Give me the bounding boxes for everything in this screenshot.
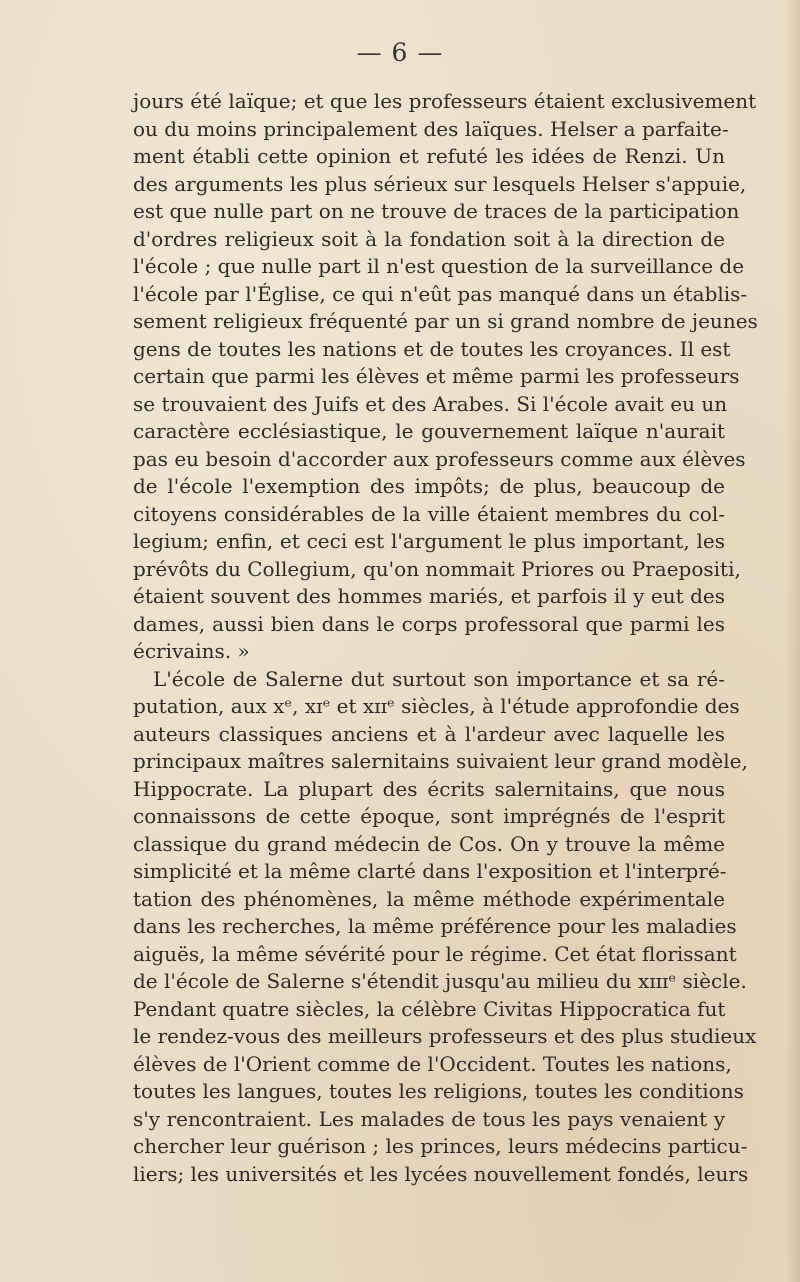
body-text	[133, 88, 758, 1188]
text-line: classique du grand médecin de Cos. On y trouve la même	[133, 831, 725, 856]
text-line: auteurs classiques anciens et à l'ardeur avec laquelle les	[133, 721, 725, 746]
text-line: se trouvaient des Juifs et des Arabes. Si l'école avait eu un	[133, 391, 728, 416]
text-line: s'y rencontraient. Les malades de tous les pays venaient y	[133, 1106, 725, 1131]
text-line: jours été laïque; et que les professeurs étaient exclusivement	[133, 89, 757, 113]
text-line: gens de toutes les nations et de toutes les croyances. Il est	[133, 336, 731, 361]
paragraph-end-line: écrivains. »	[133, 639, 250, 663]
text-line: Pendant quatre siècles, la célèbre Civitas Hippocratica fut	[133, 996, 726, 1021]
text-line: tation des phénomènes, la même méthode expérimentale	[133, 886, 725, 911]
text-line: des arguments les plus sérieux sur lesquels Helser s'appuie,	[133, 171, 747, 196]
text-line: l'école ; que nulle part il n'est question de la surveillance de	[133, 254, 745, 278]
text-line: prévôts du Collegium, qu'on nommait Priores ou Praepositi,	[133, 556, 741, 581]
page-edge-shadow	[786, 0, 800, 1282]
text-line: sement religieux fréquenté par un si grand nombre de jeunes	[133, 309, 758, 333]
paragraph-start-line: L'école de Salerne dut surtout son importance et sa ré-	[153, 666, 725, 691]
text-line: est que nulle part on ne trouve de traces de la participation	[133, 199, 740, 223]
text-line: dans les recherches, la même préférence pour les maladies	[133, 914, 737, 938]
text-line: legium; enfin, et ceci est l'argument le plus important, les	[133, 529, 725, 553]
text-line: le rendez-vous des meilleurs professeurs et des plus studieux	[133, 1024, 757, 1048]
text-line: liers; les universités et les lycées nouvellement fondés, leurs	[133, 1161, 749, 1186]
text-line: connaissons de cette époque, sont imprégnés de l'esprit	[133, 804, 725, 828]
text-line: simplicité et la même clarté dans l'exposition et l'interpré-	[133, 859, 727, 883]
text-line: l'école par l'Église, ce qui n'eût pas manqué dans un établis-	[133, 281, 748, 306]
text-line: ou du moins principalement des laïques. Helser a parfaite-	[133, 116, 729, 141]
text-line: citoyens considérables de la ville étaient membres du col-	[133, 501, 725, 526]
text-line: pas eu besoin d'accorder aux professeurs comme aux élèves	[133, 446, 746, 471]
text-line: dames, aussi bien dans le corps professoral que parmi les	[133, 611, 725, 636]
text-line: certain que parmi les élèves et même parmi les professeurs	[133, 364, 740, 388]
text-line: de l'école l'exemption des impôts; de plus, beaucoup de	[133, 474, 725, 498]
text-line: putation, aux xᵉ, xɪᵉ et xɪɪᵉ siècles, à l'étude approfondie des	[133, 694, 740, 718]
text-line: d'ordres religieux soit à la fondation soit à la direction de	[133, 226, 725, 251]
text-line: chercher leur guérison ; les princes, leurs médecins particu-	[133, 1134, 748, 1158]
text-line: de l'école de Salerne s'étendit jusqu'au milieu du xɪɪɪᵉ siècle.	[133, 969, 747, 993]
text-line: Hippocrate. La plupart des écrits salernitains, que nous	[133, 776, 725, 801]
text-line: élèves de l'Orient comme de l'Occident. Toutes les nations,	[133, 1051, 732, 1076]
text-line: toutes les langues, toutes les religions, toutes les conditions	[133, 1079, 744, 1103]
text-line: caractère ecclésiastique, le gouvernement laïque n'aurait	[133, 419, 725, 443]
text-line: étaient souvent des hommes mariés, et parfois il y eut des	[133, 584, 725, 608]
page-number: — 6 —	[356, 38, 444, 67]
text-line: principaux maîtres salernitains suivaient leur grand modèle,	[133, 749, 748, 773]
text-line: aiguës, la même sévérité pour le régime. Cet état florissant	[133, 941, 737, 966]
text-line: ment établi cette opinion et refuté les idées de Renzi. Un	[133, 144, 725, 168]
